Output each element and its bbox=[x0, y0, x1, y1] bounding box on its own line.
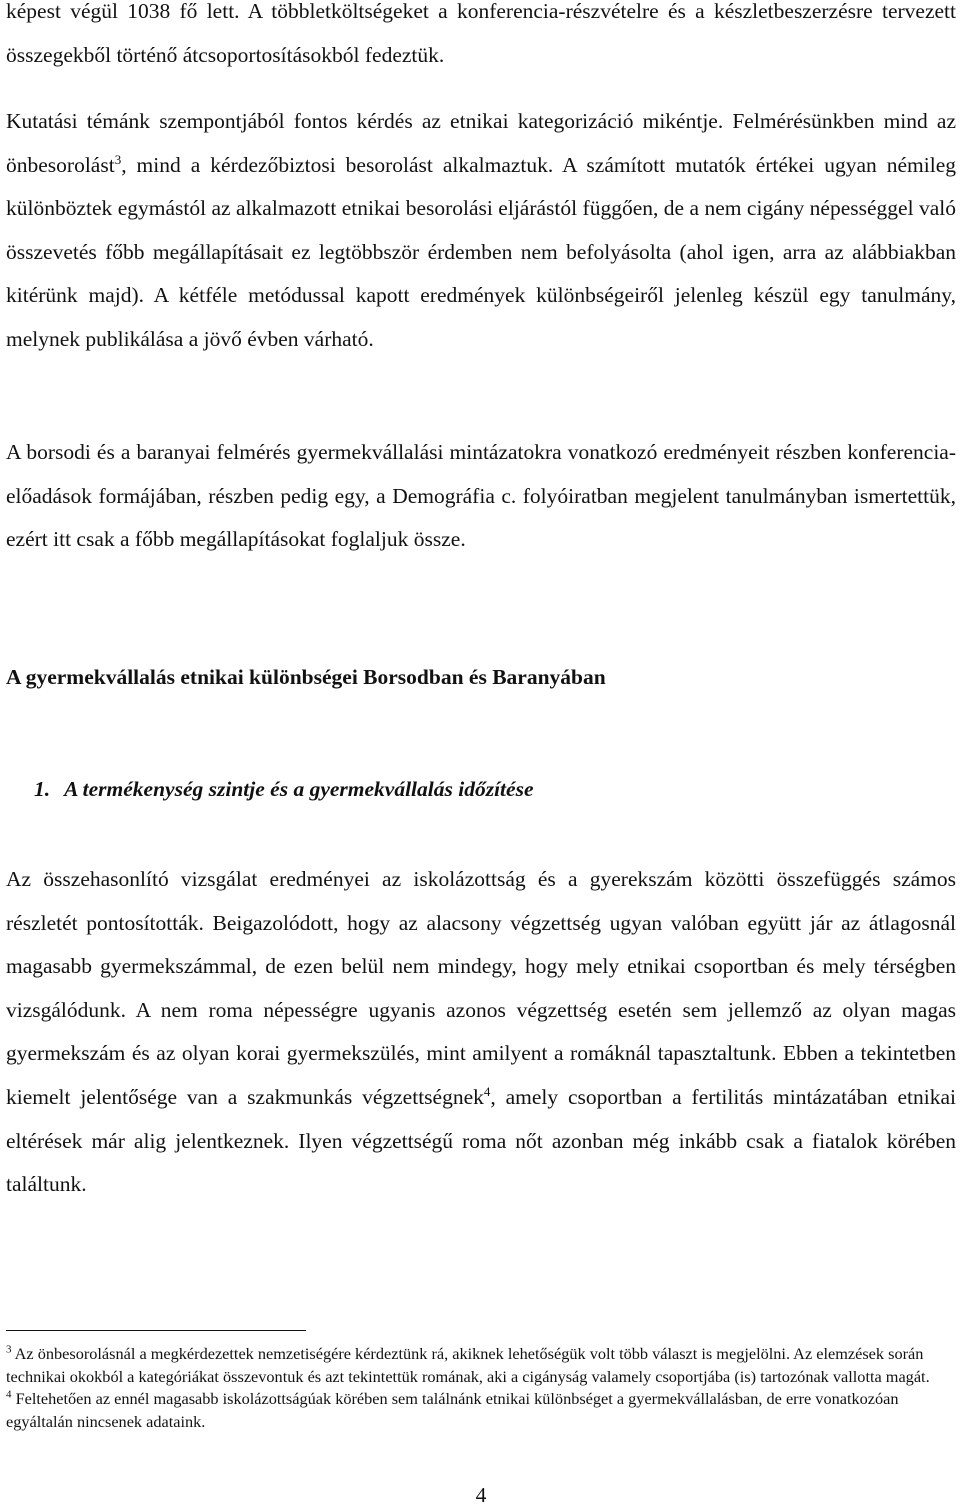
paragraph-text: , mind a kérdezőbiztosi besorolást alkalmaztuk. A számított mutatók értékei ugyan némileg különböztek egymástól az alkalmazott etnikai besorolási eljárástól függően, de a nem cigány népességgel való összevetés főbb megállapításait ez legtöbbször érdemben nem befolyásolta (ahol igen, arra az alábbiakban kitérünk majd). A kétféle metódussal kapott eredmények különbségeiről jelenleg készül egy tanulmány, melynek publikálása a jövő évben várható. bbox=[6, 152, 956, 351]
footnotes bbox=[6, 1343, 956, 1433]
paragraph-funding bbox=[6, 0, 956, 77]
footnote-text: Az önbesorolásnál a megkérdezettek nemzetiségére kérdeztünk rá, akiknek lehetőségük volt több választ is megjelölni. Az elemzések során technikai okokból a kategóriákat összevontuk és azt tekintettük romának, aki a cigányság valamely csoportjába (is) tartozónak vallotta magát. bbox=[6, 1344, 930, 1386]
footnote-mark: 4 bbox=[6, 1388, 12, 1401]
footnote-reference-4[interactable]: 4 bbox=[483, 1083, 491, 1099]
footnote-divider bbox=[6, 1330, 306, 1331]
paragraph-ethnic-categorization bbox=[6, 100, 956, 362]
subsection-heading bbox=[34, 771, 533, 807]
footnote-3 bbox=[6, 1343, 956, 1388]
footnote-4 bbox=[6, 1388, 956, 1433]
footnote-reference-3[interactable]: 3 bbox=[114, 151, 122, 167]
paragraph-text: Az összehasonlító vizsgálat eredményei az iskolázottság és a gyerekszám közötti összefüggés számos részletét pontosították. Beigazolódott, hogy az alacsony végzettség ugyan valóban együtt jár az átlagosnál magasabb gyermekszámmal, de ezen belül nem mindegy, hogy mely etnikai csoportban és mely térségben vizsgálódunk. A nem roma népességre ugyanis azonos végzettség esetén sem jellemző az olyan magas gyermekszám és az olyan korai gyermekszülés, mint amilyent a romáknál tapasztaltunk. Ebben a tekintetben kiemelt jelentősége van a szakmunkás végzettségnek bbox=[6, 867, 956, 1109]
paragraph-text: képest végül 1038 fő lett. A többletköltségeket a konferencia-részvételre és a készletbeszerzésre tervezett összegekből történő átcsoportosításokból fedeztük. bbox=[6, 0, 956, 67]
paragraph-text: A borsodi és a baranyai felmérés gyermekvállalási mintázatokra vonatkozó eredményeit részben konferencia-előadások formájában, részben pedig egy, a Demográfia c. folyóiratban megjelent tanulmányban ismertettük, ezért itt csak a főbb megállapításokat foglaljuk össze. bbox=[6, 440, 956, 552]
paragraph-comparative-findings bbox=[6, 858, 956, 1207]
page-number: 4 bbox=[475, 1483, 487, 1507]
paragraph-text: Kutatási témánk szempontjából fontos kérdés az etnikai kategorizáció mikéntje. Felmérésünkben mind az önbesorolást bbox=[6, 109, 956, 177]
subsection-title: A termékenység szintje és a gyermekvállalás időzítése bbox=[64, 777, 534, 801]
paragraph-survey-results bbox=[6, 431, 956, 562]
footnote-mark: 3 bbox=[6, 1343, 12, 1356]
section-heading: A gyermekvállalás etnikai különbségei Borsodban és Baranyában bbox=[6, 665, 606, 689]
subsection-number: 1. bbox=[34, 777, 51, 801]
footnote-text: Feltehetően az ennél magasabb iskolázottságúak körében sem találnánk etnikai különbséget a gyermekvállalásban, de erre vonatkozóan egyáltalán nincsenek adataink. bbox=[6, 1389, 899, 1431]
paragraph-text: , amely csoportban a fertilitás mintázatában etnikai eltérések már alig jelentkeznek. Ilyen végzettségű roma nőt azonban még inkább csak a fiatalok körében találtunk. bbox=[6, 1084, 956, 1197]
